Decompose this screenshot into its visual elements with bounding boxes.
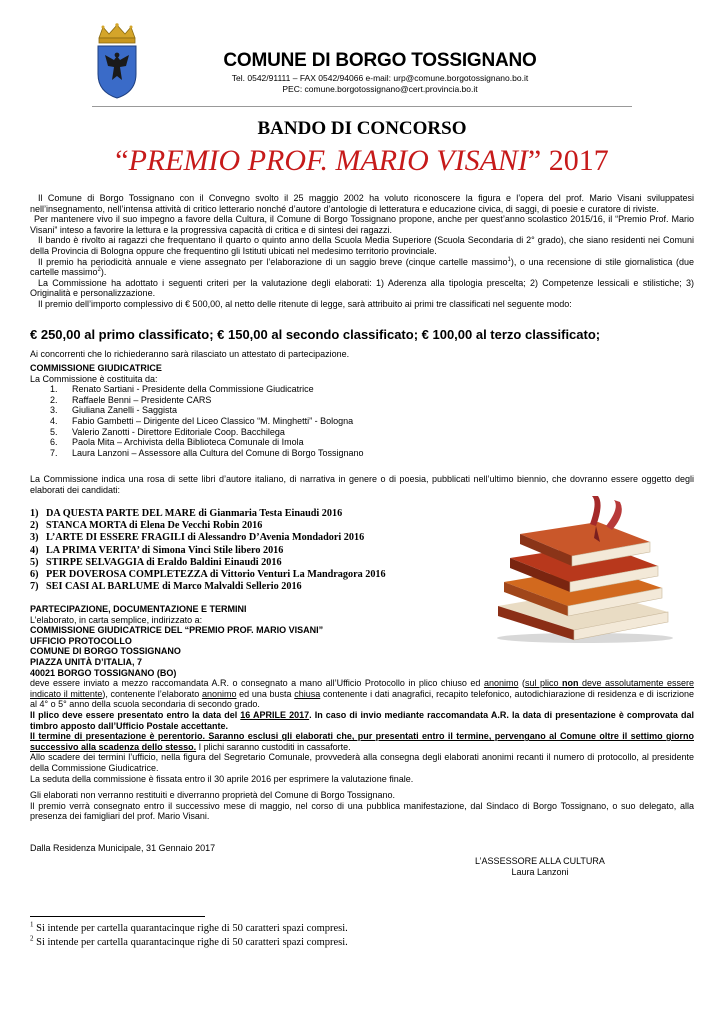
member-number: 5. — [50, 426, 58, 437]
book-author-publisher: di Simona Vinci Stile libero 2016 — [139, 544, 284, 556]
intro-paragraph: Per mantenere vivo il suo impegno a favore della Cultura, il Comune di Borgo Tossignano propone, anche per quest’anno scolastico 2015/16, il “Premio Prof. Mario Visani” inteso a favorire la lettura e la progressiva capacità di critica e di sintesi dei ragazzi. — [30, 214, 694, 235]
address-line: PIAZZA UNITÀ D’ITALIA, 7 — [30, 656, 142, 667]
book-item — [30, 545, 470, 557]
contact-line: Tel. 0542/91111 – FAX 0542/94066 e-mail: urp@comune.borgotossignano.bo.it — [231, 73, 529, 83]
book-number: 5) — [30, 556, 39, 568]
member-number: 3. — [50, 405, 58, 416]
book-author-publisher: di Marco Malvaldi Sellerio 2016 — [159, 581, 302, 593]
document-type-heading: BANDO DI CONCORSO — [257, 118, 467, 139]
address-line: 40021 BORGO TOSSIGNANO (BO) — [30, 667, 177, 678]
date-place: Dalla Residenza Municipale, 31 Gennaio 2017 — [30, 843, 216, 853]
book-title: PER DOVEROSA COMPLETEZZA — [46, 569, 208, 581]
book-author-publisher: di Vittorio Venturi La Mandragora 2016 — [207, 569, 386, 581]
member-text: Renato Sartiani - Presidente della Commissione Giudicatrice — [72, 384, 314, 395]
member-text: Fabio Gambetti – Dirigente del Liceo Classico “M. Minghetti” - Bologna — [72, 415, 354, 426]
prize-amounts: € 250,00 al primo classificato; € 150,00 al secondo classificato; € 100,00 al terzo classificato; — [30, 327, 601, 342]
intro-paragraph: Il Comune di Borgo Tossignano con il Convegno svolto il 25 maggio 2002 ha voluto riconoscere la figura e l’opera del prof. Mario Visani sviluppatesi nell’insegnamento, nell’intensa attività di critico letterario nonché d’autore d’antologie di letteratura e educazione civica, di saggi, di poesie e curatore di riviste. — [30, 193, 694, 214]
member-number: 1. — [50, 384, 58, 395]
book-title: DA QUESTA PARTE DEL MARE — [46, 508, 196, 519]
book-item — [30, 520, 470, 532]
submission-rules: deve essere inviato a mezzo raccomandata A.R. o consegnato a mano all’Ufficio Protocollo in plico chiuso ed anonimo (sul plico non deve assolutamente essere indicato il mittente), contenente l’elaborato anonimo ed una busta chiusa contenente i dati anagrafici, recapito telefonico, autodichiarazione di residenza e di iscrizione al 4° o 5° anno della scuola secondaria di secondo grado. — [30, 678, 695, 710]
signature-role: L’ASSESSORE ALLA CULTURA — [475, 856, 605, 866]
member-text: Valerio Zanotti - Direttore Editoriale Coop. Bacchilega — [72, 426, 285, 437]
commission-intro: La Commissione è costituita da: — [30, 373, 158, 384]
book-item — [30, 557, 470, 569]
book-title: STIRPE SELVAGGIA — [46, 556, 144, 568]
crown-icon — [99, 23, 135, 43]
address-line: UFFICIO PROTOCOLLO — [30, 635, 132, 646]
commission-member — [30, 395, 694, 406]
intro-paragraph: Il premio ha periodicità annuale e viene assegnato per l’elaborazione di un saggio breve (cinque cartelle massimo$^1$), o una recensione di stile giornalistica (due cartelle massimo$^2$). — [30, 256, 694, 278]
intro-section — [30, 193, 694, 310]
member-text: Paola Mita – Archivista della Biblioteca Comunale di Imola — [72, 437, 304, 448]
address-line: COMUNE DI BORGO TOSSIGNANO — [30, 646, 181, 657]
header-divider — [92, 106, 632, 107]
member-text: Giuliana Zanelli - Saggista — [72, 405, 178, 416]
commission-member — [30, 427, 694, 438]
commission-member — [30, 416, 694, 427]
address-line: COMMISSIONE GIUDICATRICE DEL “PREMIO PROF. MARIO VISANI” — [30, 625, 324, 636]
book-author-publisher: di Gianmaria Testa Einaudi 2016 — [195, 508, 343, 519]
commission-member — [30, 405, 694, 416]
book-number: 3) — [30, 532, 39, 544]
procedure-text: Il premio verrà consegnato entro il successivo mese di maggio, nel corso di una pubblica manifestazione, dal Sindaco di Borgo Tossignano, o suo delegato, alla presenza dei famigliari del prof. Mario Visani. — [30, 800, 694, 822]
book-title: SEI CASI AL BARLUME — [46, 581, 160, 593]
book-author-publisher: di Elena De Vecchi Robin 2016 — [126, 520, 263, 532]
book-author-publisher: di Alessandro D’Avenia Mondadori 2016 — [184, 532, 365, 544]
commission-members — [30, 384, 694, 458]
book-item — [30, 508, 470, 520]
participation-heading: PARTECIPAZIONE, DOCUMENTAZIONE E TERMINI — [30, 604, 247, 614]
book-title: STANCA MORTA — [46, 520, 127, 532]
deadline-date: 16 APRILE 2017 — [240, 709, 310, 720]
pec-line: PEC: comune.borgotossignano@cert.provincia.bo.it — [282, 84, 478, 94]
procedure-text: La seduta della commissione è fissata entro il 30 aprile 2016 per esprimere la valutazione finale. — [30, 773, 414, 784]
member-text: Laura Lanzoni – Assessore alla Cultura del Comune di Borgo Tossignano — [72, 447, 364, 458]
book-number: 7) — [30, 581, 39, 593]
prize-name: PREMIO PROF. MARIO VISANI — [128, 144, 528, 177]
footnote-divider — [30, 916, 205, 917]
commission-member — [30, 437, 694, 448]
book-item — [30, 532, 470, 544]
participation-text: L’elaborato, in carta semplice, indirizzato a: — [30, 614, 203, 625]
book-number: 1) — [30, 508, 39, 519]
peremptory-term: Il termine di presentazione è perentorio. Saranno esclusi gli elaborati che, pur presentati entro il termine, pervengano al Comune oltre il settimo giorno successivo alla scadenza dello stesso. I plichi saranno custoditi in cassaforte. — [30, 731, 694, 752]
coat-of-arms-icon — [95, 22, 139, 100]
attestato-note: Ai concorrenti che lo richiederanno sarà rilasciato un attestato di partecipazione. — [30, 349, 350, 359]
footnote: $^2$ Si intende per cartella quarantacinque righe di 50 caratteri spazi compresi. — [30, 934, 348, 948]
commission-section — [30, 363, 694, 458]
procedure-text: Gli elaborati non verranno restituiti e diverranno proprietà del Comune di Borgo Tossignano. — [30, 790, 396, 801]
procedure-text: Allo scadere dei termini l’ufficio, nella figura del Segretario Comunale, provvederà alla consegna degli elaborati anonimi recanti il numero di protocollo, al presidente della Commissione Giudicatrice. — [30, 752, 694, 773]
books-list — [30, 508, 470, 593]
book-item — [30, 581, 470, 593]
member-text: Raffaele Benni – Presidente CARS — [72, 394, 212, 405]
books-intro: La Commissione indica una rosa di sette libri d’autore italiano, di narrativa in genere o di poesia, pubblicati nell’ultimo biennio, che dovranno essere oggetto degli elaborati dei candidati: — [30, 474, 694, 495]
book-number: 2) — [30, 520, 39, 532]
municipality-title: COMUNE DI BORGO TOSSIGNANO — [223, 50, 537, 71]
commission-heading: COMMISSIONE GIUDICATRICE — [30, 363, 162, 373]
book-title: L’ARTE DI ESSERE FRAGILI — [46, 532, 185, 544]
member-number: 4. — [50, 415, 58, 426]
book-item — [30, 569, 470, 581]
book-number: 4) — [30, 544, 39, 556]
commission-member — [30, 448, 694, 459]
book-author-publisher: di Eraldo Baldini Einaudi 2016 — [143, 556, 282, 568]
member-number: 6. — [50, 437, 58, 448]
prize-title: “PREMIO PROF. MARIO VISANI” 2017 — [115, 144, 609, 177]
intro-paragraph: Il bando è rivolto ai ragazzi che frequentano il quarto o quinto anno della Scuola Media Superiore (Scuola Secondaria di 2° grado), che siano residenti nei Comuni della Provincia di Bologna oppure che frequentino gli Istituti ubicati nel medesimo territorio provinciale. — [30, 235, 694, 256]
deadline-text: Il plico deve essere presentato entro la data del 16 APRILE 2017. In caso di invio mediante raccomandata A.R. la data di presentazione è comprovata dal timbro apposto dall’Ufficio Postale accettante. — [30, 709, 694, 731]
footnote: $^1$ Si intende per cartella quarantacinque righe di 50 caratteri spazi compresi. — [30, 920, 348, 934]
book-title: LA PRIMA VERITA’ — [46, 544, 140, 556]
member-number: 7. — [50, 447, 58, 458]
commission-member — [30, 384, 694, 395]
member-number: 2. — [50, 394, 58, 405]
participation-section — [30, 604, 694, 822]
intro-paragraph: Il premio dell’importo complessivo di € 500,00, al netto delle ritenute di legge, sarà attribuito ai primi tre classificati nel seguente modo: — [38, 298, 572, 309]
signature-name: Laura Lanzoni — [511, 867, 569, 877]
book-number: 6) — [30, 569, 39, 581]
intro-paragraph: La Commissione ha adottato i seguenti criteri per la valutazione degli elaborati: 1) Aderenza alla tipologia prescelta; 2) Competenze lessicali e stilistiche; 3) Originalità e personalizzazione. — [30, 277, 694, 299]
